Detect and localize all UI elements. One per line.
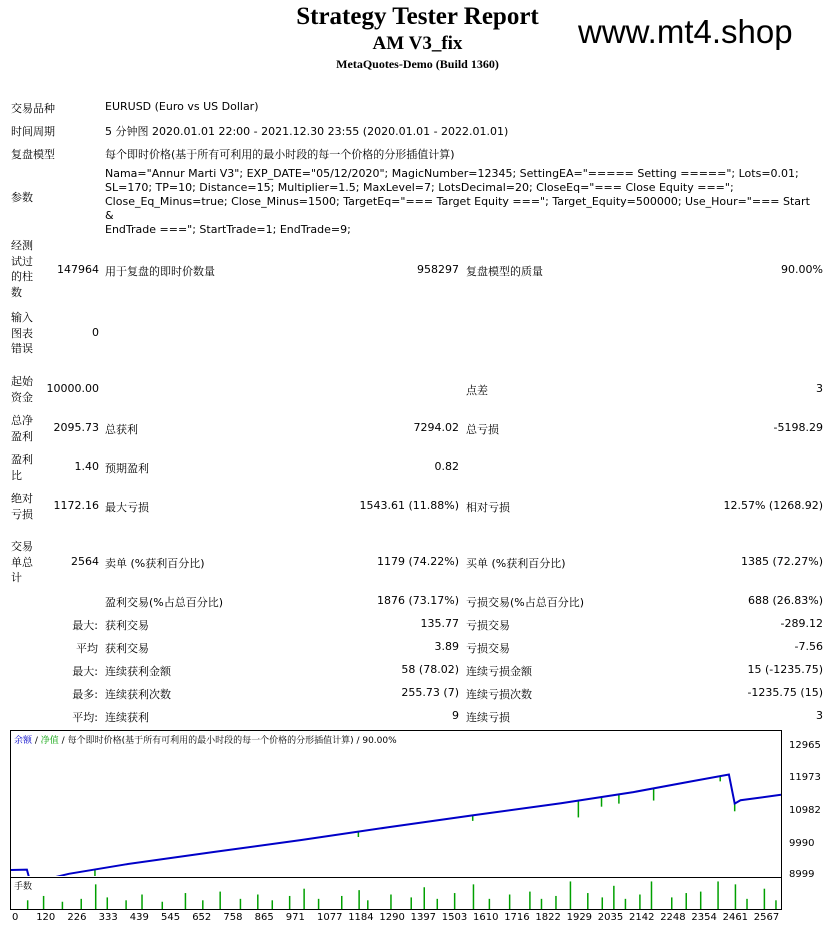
volume-bar-30: [541, 899, 543, 909]
x-tick-label: 1822: [535, 912, 561, 923]
expected-payoff-value: 0.82: [434, 460, 459, 473]
quality-label: 复盘模型的质量: [466, 265, 543, 278]
loss-trades-label: 亏损交易(%占总百分比): [466, 596, 585, 609]
volume-bar-40: [685, 893, 687, 909]
x-tick-label: 1077: [317, 912, 343, 923]
volume-bar-32: [570, 881, 572, 909]
volume-label: 手数: [14, 882, 33, 892]
x-tick-label: 120: [36, 912, 56, 923]
y-tick-label: 11973: [789, 772, 821, 783]
x-tick-label: 652: [192, 912, 212, 923]
volume-bar-0: [27, 900, 29, 909]
model-value: 每个即时价格(基于所有可利用的最小时段的每一个价格的分形插值计算): [105, 148, 455, 161]
y-tick-label: 10982: [789, 805, 821, 816]
gross-profit-value: 7294.02: [413, 421, 459, 434]
volume-bar-18: [341, 896, 343, 909]
x-tick-label: 1929: [566, 912, 593, 923]
max-consec-losses-value: 15 (-1235.75): [747, 663, 823, 676]
params-label: 参数: [11, 191, 33, 204]
ticks-label: 用于复盘的即时价数量: [105, 265, 215, 278]
x-tick-label: 2461: [722, 912, 749, 923]
model-label: 复盘模型: [11, 148, 55, 161]
x-tick-label: 1184: [348, 912, 374, 923]
max-consec-losses-label: 连续亏损金额: [466, 665, 532, 678]
volume-bar-34: [602, 897, 604, 909]
volume-bar-36: [625, 899, 627, 909]
volume-bar-6: [125, 900, 127, 909]
maximal-label: 最多:: [72, 688, 98, 701]
profit-trades-value: 1876 (73.17%): [376, 594, 459, 607]
largest-loss-value: -289.12: [780, 617, 823, 630]
volume-bar-35: [613, 886, 615, 909]
x-tick-label: 545: [161, 912, 181, 923]
max-drawdown-value: 1543.61 (11.88%): [359, 499, 459, 512]
maximal-consec-loss-value: -1235.75 (15): [747, 686, 823, 699]
volume-bar-1: [43, 896, 45, 909]
volume-chart: [10, 877, 782, 910]
total-trades-label: 交易 单总 计: [11, 540, 33, 584]
volume-bar-43: [735, 884, 737, 909]
x-tick-label: 2142: [629, 912, 655, 923]
errors-value: 0: [92, 326, 99, 339]
short-label: 卖单 (%获利百分比): [105, 557, 205, 570]
volume-bar-31: [555, 896, 557, 909]
chart-legend: 余额 / 净值 / 每个即时价格(基于所有可利用的最小时段的每一个价格的分形插值计算) / 90.00%: [14, 736, 397, 746]
rel-drawdown-value: 12.57% (1268.92): [723, 499, 823, 512]
max-label: 最大:: [72, 665, 98, 678]
volume-bar-46: [775, 900, 777, 909]
expected-payoff-label: 预期盈利: [105, 462, 149, 475]
volume-bar-12: [240, 899, 242, 909]
balance-line: [11, 775, 781, 877]
abs-drawdown-label: 绝对 亏损: [11, 492, 33, 521]
x-tick-label: 1503: [441, 912, 468, 923]
volume-bar-11: [219, 892, 221, 909]
volume-bar-13: [257, 895, 259, 910]
legend-balance: 余额: [14, 736, 33, 746]
quality-value: 90.00%: [781, 263, 823, 276]
net-profit-value: 2095.73: [53, 421, 99, 434]
volume-bar-5: [107, 897, 109, 909]
x-tick-label: 2035: [597, 912, 624, 923]
period-value: 5 分钟图 2020.01.01 22:00 - 2021.12.30 23:55 (2020.01.01 - 2022.01.01): [105, 125, 509, 138]
volume-bar-8: [162, 902, 164, 909]
max-drawdown-label: 最大亏损: [105, 501, 149, 514]
volume-bar-33: [587, 893, 589, 909]
server-info: MetaQuotes-Demo (Build 1360): [336, 57, 499, 71]
largest-label: 最大:: [72, 619, 98, 632]
long-label: 买单 (%获利百分比): [466, 557, 566, 570]
x-tick-label: 2248: [660, 912, 686, 923]
x-tick-label: 971: [285, 912, 305, 923]
legend-equity: 净值: [40, 736, 59, 746]
params-value: Nama="Annur Marti V3"; EXP_DATE="05/12/2020"; MagicNumber=12345; SettingEA="===== Setting ====="; Lots=0.01; SL=170; TP=10; Distance=15; Multiplier=1.5; MaxLevel=7; LotsDecimal=20; CloseEq="=== Close Equity ==="; Close_Eq_Minus=true; Close_Minus=1500; TargetEq="=== Target Equity ==="; Target_Equity=500000; Use_Hour="=== Start & EndTrade ==="; StartTrade=1; EndTrade=9;: [105, 167, 810, 236]
volume-bar-7: [141, 895, 143, 910]
profit-trades-label: 盈利交易(%占总百分比): [105, 596, 224, 609]
x-tick-label: 2567: [753, 912, 780, 923]
x-tick-label: 0: [12, 912, 19, 923]
avg-profit-value: 3.89: [434, 640, 459, 653]
profit-factor-value: 1.40: [74, 460, 99, 473]
volume-bar-19: [358, 890, 360, 909]
maximal-consec-loss-label: 连续亏损次数: [466, 688, 532, 701]
volume-bar-29: [529, 892, 531, 909]
balance-chart-svg: [11, 731, 781, 876]
y-tick-label: 12965: [789, 740, 821, 751]
x-tick-label: 226: [67, 912, 87, 923]
legend-model: 每个即时价格(基于所有可利用的最小时段的每一个价格的分形插值计算) / 90.00%: [67, 736, 397, 746]
maximal-consec-profit-value: 255.73 (7): [401, 686, 459, 699]
y-tick-label: 9990: [789, 838, 815, 849]
volume-bar-42: [717, 881, 719, 909]
volume-bar-21: [390, 895, 392, 910]
avg-consec-losses-value: 3: [816, 709, 823, 722]
volume-bar-45: [764, 889, 766, 909]
rel-drawdown-label: 相对亏损: [466, 501, 510, 514]
volume-bar-41: [700, 892, 702, 909]
volume-bar-3: [80, 899, 82, 909]
avg-consec-wins-value: 9: [452, 709, 459, 722]
symbol-label: 交易品种: [11, 102, 55, 115]
x-tick-label: 2354: [691, 912, 717, 923]
net-profit-label: 总净 盈利: [11, 414, 33, 443]
deposit-label: 起始 资金: [11, 375, 33, 404]
volume-bar-22: [410, 897, 412, 909]
ea-name: AM V3_fix: [372, 33, 463, 54]
report-title: Strategy Tester Report: [296, 3, 539, 30]
gross-loss-value: -5198.29: [773, 421, 823, 434]
avg-consec-label: 平均:: [72, 711, 98, 724]
x-tick-label: 758: [223, 912, 243, 923]
largest-profit-value: 135.77: [420, 617, 459, 630]
avg-loss-value: -7.56: [794, 640, 823, 653]
volume-bar-20: [367, 900, 369, 909]
max-consec-wins-value: 58 (78.02): [401, 663, 459, 676]
volume-bar-15: [289, 896, 291, 909]
volume-bar-14: [272, 900, 274, 909]
volume-bar-23: [424, 887, 426, 909]
long-value: 1385 (72.27%): [740, 555, 823, 568]
volume-bar-10: [202, 900, 204, 909]
profit-factor-label: 盈利 比: [11, 453, 33, 482]
spread-label: 点差: [466, 384, 488, 397]
avg-profit-label: 获利交易: [105, 642, 149, 655]
abs-drawdown-value: 1172.16: [53, 499, 99, 512]
largest-loss-label: 亏损交易: [466, 619, 510, 632]
period-label: 时间周期: [11, 125, 55, 138]
volume-bar-39: [671, 897, 673, 909]
gross-profit-label: 总获利: [105, 423, 138, 436]
max-consec-wins-label: 连续获利金额: [105, 665, 171, 678]
largest-profit-label: 获利交易: [105, 619, 149, 632]
bars-value: 147964: [57, 263, 99, 276]
x-tick-label: 865: [254, 912, 274, 923]
volume-bar-27: [489, 899, 491, 909]
maximal-consec-profit-label: 连续获利次数: [105, 688, 171, 701]
avg-loss-label: 亏损交易: [466, 642, 510, 655]
volume-bar-26: [473, 884, 475, 909]
watermark-text: www.mt4.shop: [578, 13, 793, 50]
x-tick-label: 1397: [410, 912, 437, 923]
deposit-value: 10000.00: [46, 382, 99, 395]
errors-label: 输入 图表 错误: [11, 311, 33, 355]
symbol-value: EURUSD (Euro vs US Dollar): [105, 100, 259, 113]
volume-bar-37: [639, 895, 641, 910]
short-value: 1179 (74.22%): [376, 555, 459, 568]
loss-trades-value: 688 (26.83%): [747, 594, 823, 607]
volume-bar-24: [437, 899, 439, 909]
x-tick-label: 1290: [379, 912, 405, 923]
bars-label: 经测 试过 的柱 数: [11, 239, 33, 299]
volume-bar-17: [318, 899, 320, 909]
x-tick-label: 1610: [473, 912, 499, 923]
volume-bar-16: [303, 889, 305, 909]
volume-bar-4: [95, 884, 97, 909]
volume-bar-28: [509, 895, 511, 910]
gross-loss-label: 总亏损: [466, 423, 499, 436]
x-tick-label: 439: [129, 912, 149, 923]
total-trades-value: 2564: [71, 555, 99, 568]
x-tick-label: 333: [98, 912, 118, 923]
x-tick-label: 1716: [504, 912, 530, 923]
spread-value: 3: [816, 382, 823, 395]
volume-bar-44: [746, 899, 748, 909]
average-label: 平均: [76, 642, 98, 655]
volume-bar-2: [62, 902, 64, 909]
volume-bar-38: [651, 881, 653, 909]
avg-consec-wins-label: 连续获利: [105, 711, 149, 724]
y-tick-label: 8999: [789, 869, 815, 880]
volume-bar-9: [185, 893, 187, 909]
ticks-value: 958297: [417, 263, 459, 276]
avg-consec-losses-label: 连续亏损: [466, 711, 510, 724]
volume-bar-25: [454, 893, 456, 909]
volume-chart-svg: [11, 878, 781, 909]
